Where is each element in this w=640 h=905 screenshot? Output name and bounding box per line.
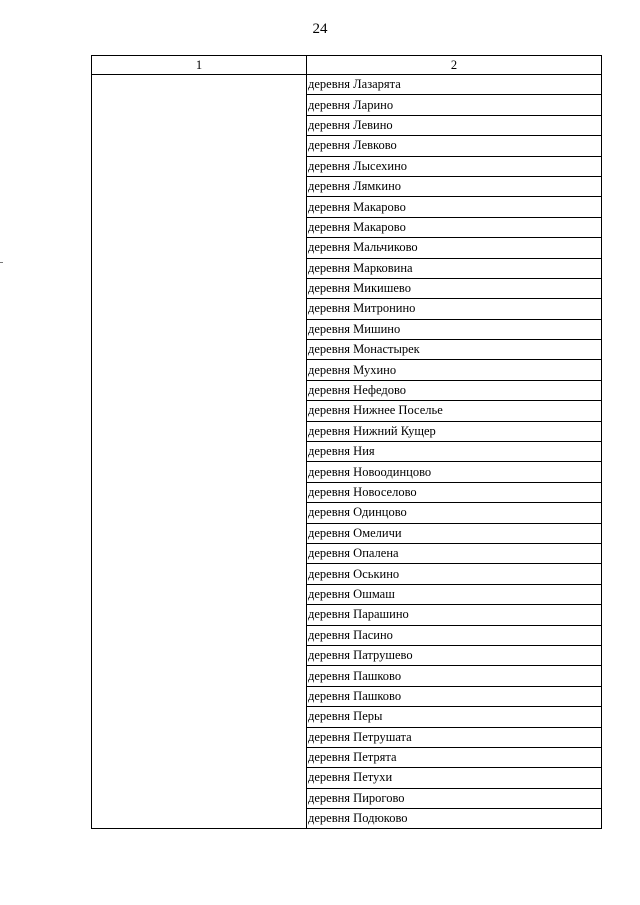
settlement-cell: деревня Лысехино [307, 156, 602, 176]
settlement-cell: деревня Петрушата [307, 727, 602, 747]
settlement-cell: деревня Нижний Кущер [307, 421, 602, 441]
first-column-cell [92, 75, 307, 829]
settlement-cell: деревня Ния [307, 442, 602, 462]
settlement-cell: деревня Марковина [307, 258, 602, 278]
table-header-row [92, 56, 602, 75]
settlement-cell: деревня Микишево [307, 278, 602, 298]
settlement-cell: деревня Ошмаш [307, 584, 602, 604]
settlement-cell: деревня Лазарята [307, 75, 602, 95]
column-header-1: 1 [92, 56, 307, 75]
settlement-cell: деревня Петухи [307, 768, 602, 788]
column-header-2: 2 [307, 56, 602, 75]
page-number: 24 [312, 21, 328, 37]
settlement-cell: деревня Митронино [307, 299, 602, 319]
settlement-cell: деревня Лямкино [307, 176, 602, 196]
settlement-cell: деревня Пашково [307, 686, 602, 706]
settlement-cell: деревня Перы [307, 707, 602, 727]
table-body [92, 75, 602, 829]
settlement-cell: деревня Новоселово [307, 482, 602, 502]
settlement-cell: деревня Новоодинцово [307, 462, 602, 482]
settlement-cell: деревня Макарово [307, 197, 602, 217]
settlement-cell: деревня Подюково [307, 809, 602, 829]
settlement-cell: деревня Левково [307, 136, 602, 156]
table-row [92, 75, 602, 95]
settlement-cell: деревня Одинцово [307, 503, 602, 523]
settlement-cell: деревня Опалена [307, 543, 602, 563]
settlement-cell: деревня Мухино [307, 360, 602, 380]
settlements-table [91, 55, 602, 829]
settlement-cell: деревня Пирогово [307, 788, 602, 808]
settlement-cell: деревня Парашино [307, 605, 602, 625]
margin-mark [0, 262, 3, 263]
settlement-cell: деревня Пасино [307, 625, 602, 645]
settlement-cell: деревня Патрушево [307, 645, 602, 665]
settlement-cell: деревня Макарово [307, 217, 602, 237]
settlement-cell: деревня Ларино [307, 95, 602, 115]
settlement-cell: деревня Нижнее Поселье [307, 401, 602, 421]
settlement-cell: деревня Монастырек [307, 340, 602, 360]
settlement-cell: деревня Нефедово [307, 380, 602, 400]
settlement-cell: деревня Мальчиково [307, 238, 602, 258]
settlement-cell: деревня Пашково [307, 666, 602, 686]
settlement-cell: деревня Омеличи [307, 523, 602, 543]
settlement-cell: деревня Оськино [307, 564, 602, 584]
settlement-cell: деревня Петрята [307, 747, 602, 767]
settlement-cell: деревня Мишино [307, 319, 602, 339]
settlement-cell: деревня Левино [307, 115, 602, 135]
